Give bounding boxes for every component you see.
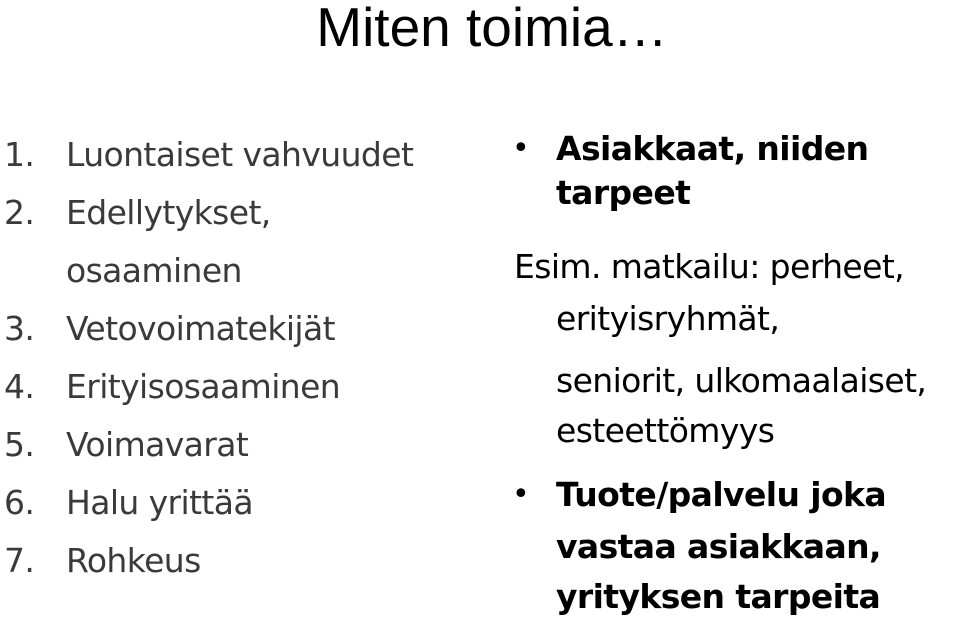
- bullet-text: Tuote/palvelu joka: [556, 475, 887, 514]
- example-text: esteettömyys: [556, 411, 775, 450]
- list-item-text: Voimavarat: [66, 425, 249, 464]
- list-item-text: Halu yrittää: [66, 483, 253, 522]
- bullet-text-continued: tarpeet: [556, 173, 691, 212]
- bullet-text-continued: yrityksen tarpeita: [556, 577, 881, 616]
- list-item-text: Erityisosaaminen: [66, 367, 341, 406]
- example-text: erityisryhmät,: [556, 299, 780, 338]
- list-item-text: Luontaiset vahvuudet: [66, 135, 414, 174]
- list-number: 4.: [4, 367, 35, 406]
- bullet-text: Asiakkaat, niiden: [556, 129, 869, 168]
- list-item-text: Vetovoimatekijät: [66, 309, 335, 348]
- example-text: Esim. matkailu: perheet,: [514, 247, 905, 286]
- bullet-text-continued: vastaa asiakkaan,: [556, 527, 881, 566]
- list-number: 3.: [4, 309, 35, 348]
- list-number: 7.: [4, 541, 35, 580]
- bullet-icon: •: [512, 477, 530, 512]
- list-number: 2.: [4, 193, 35, 232]
- list-number: 5.: [4, 425, 35, 464]
- list-item-text: Rohkeus: [66, 541, 201, 580]
- example-text: seniorit, ulkomaalaiset,: [556, 361, 927, 400]
- list-number: 6.: [4, 483, 35, 522]
- list-item-text-continued: osaaminen: [66, 251, 242, 290]
- slide-title: Miten toimia…: [316, 0, 668, 58]
- list-number: 1.: [4, 135, 35, 174]
- bullet-icon: •: [512, 131, 530, 166]
- list-item-text: Edellytykset,: [66, 193, 271, 232]
